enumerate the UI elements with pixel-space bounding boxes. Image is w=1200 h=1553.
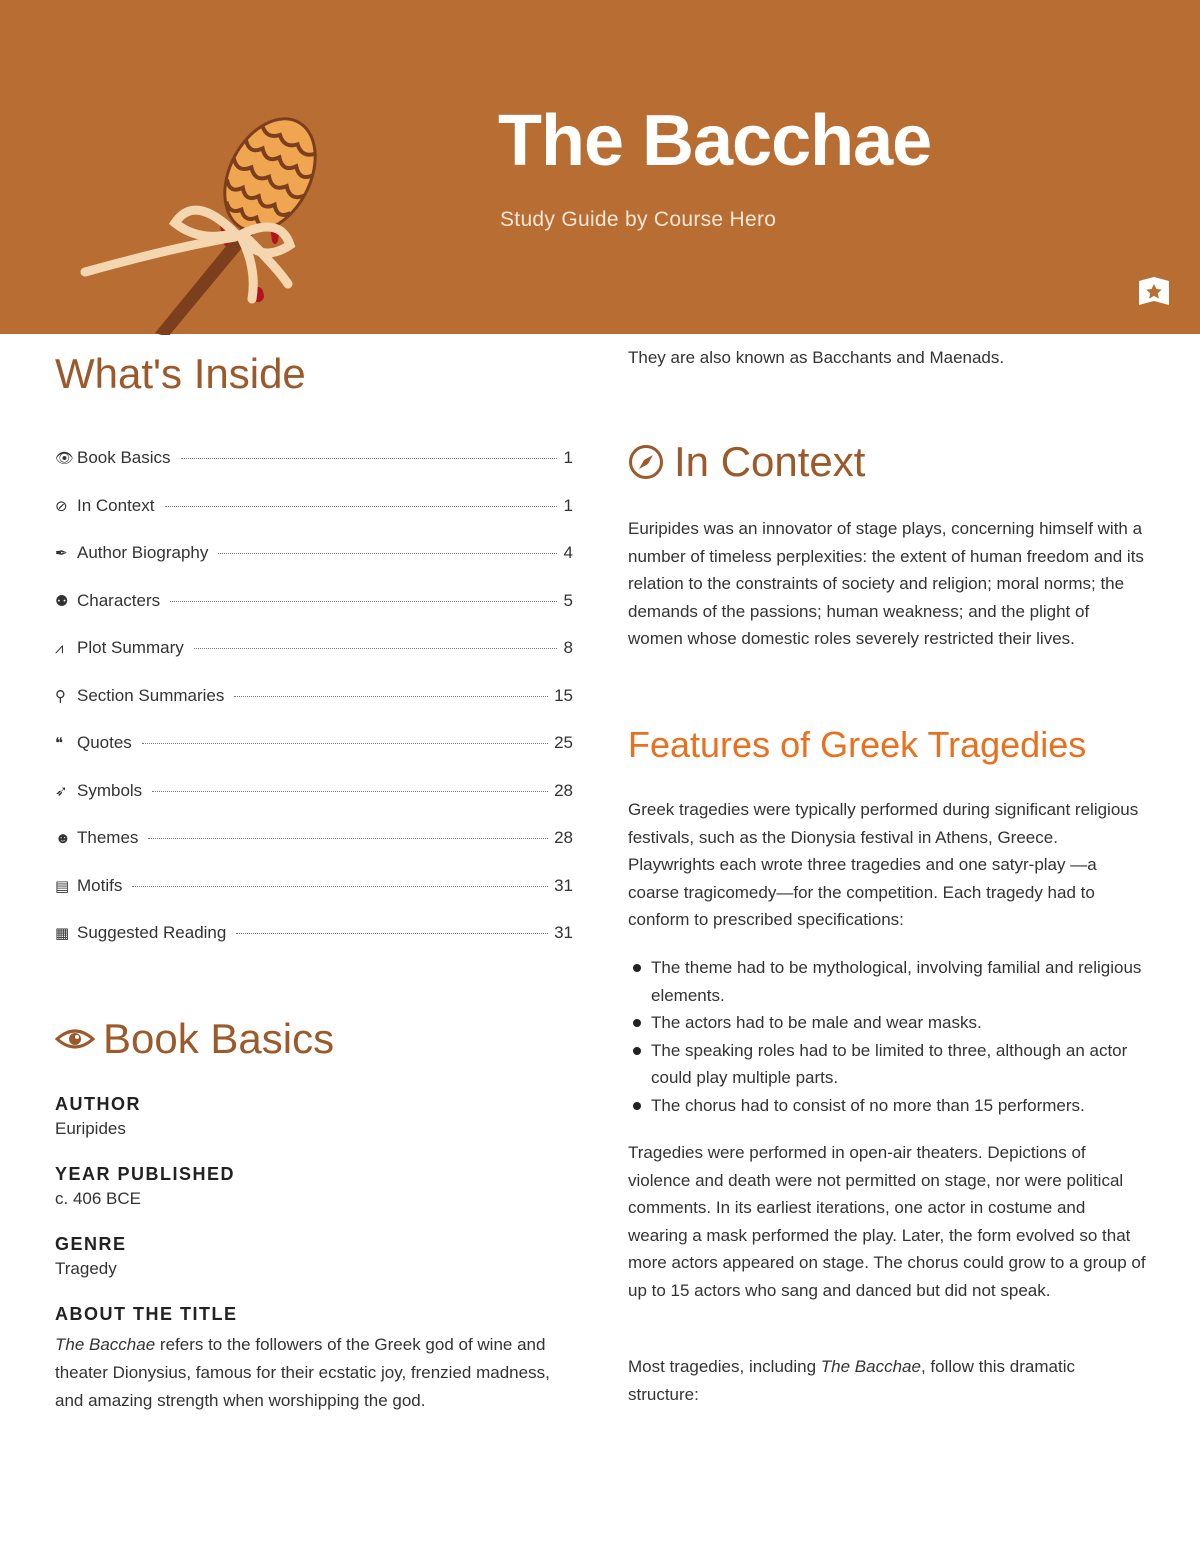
- toc-item-label: Section Summaries: [77, 685, 225, 705]
- toc-item[interactable]: [55, 781, 573, 829]
- theaters-paragraph: Tragedies were performed in open-air theaters. Depictions of violence and death were not permitted on stage, nor were political comments. In its earliest iterations, one actor in costume and wearing a mask performed the play. Later, the form evolved so that more actors appeared on stage. The chorus could grow to a group of up to 15 actors who sang and danced but did not speak.: [628, 1143, 1146, 1300]
- toc-item[interactable]: [55, 733, 573, 781]
- table-of-contents: [55, 448, 573, 971]
- toc-item-page: 1: [563, 495, 573, 515]
- toc-item[interactable]: [55, 591, 573, 639]
- toc-item-page: 8: [563, 638, 573, 657]
- masks-icon: ☻: [55, 830, 71, 847]
- compass-icon: [628, 444, 664, 480]
- in-context-heading-text: In Context: [674, 438, 866, 485]
- features-intro-paragraph: Greek tragedies were typically performed during significant religious festivals, such as the Dionysia festival in Athens, Greece. Playwrights each wrote three tragedies and one satyr-play —a coarse tragicomedy—for the competition. Each tragedy had to conform to prescribed specifications:: [628, 800, 1139, 930]
- compass-icon: ⊘: [55, 497, 68, 515]
- structure-suffix: , follow this dramatic structure:: [628, 1357, 1075, 1404]
- continued-paragraph: They are also known as Bacchants and Maenads.: [628, 348, 1005, 367]
- toc-item-page: 25: [554, 733, 573, 752]
- year-value: c. 406 BCE: [55, 1189, 141, 1208]
- toc-item-label: Plot Summary: [77, 638, 184, 657]
- in-context-heading: [628, 438, 865, 486]
- toc-heading: What's Inside: [55, 350, 306, 397]
- book-basics: [55, 1094, 575, 1440]
- toc-item-label: Suggested Reading: [77, 923, 227, 942]
- eye-icon: 👁: [55, 450, 75, 467]
- list-icon: ▤: [55, 877, 70, 895]
- toc-item-page: 31: [554, 875, 573, 895]
- toc-leader-dots: [148, 838, 548, 839]
- toc-item[interactable]: [55, 686, 573, 734]
- about-body: refers to the followers of the Greek god of wine and theater Dionysius, famous for their ecstatic joy, frenzied madness, and amazing strength when worshipping the god.: [55, 1335, 550, 1410]
- list-item: The chorus had to consist of no more than 15 performers.: [628, 1092, 1148, 1120]
- quote-icon: ❝: [55, 735, 64, 752]
- document-title: The Bacchae: [498, 101, 932, 181]
- toc-item-page: 4: [563, 543, 573, 562]
- toc-item-label: Author Biography: [77, 543, 209, 562]
- toc-leader-dots: [142, 743, 548, 744]
- structure-prefix: Most tragedies, including: [628, 1357, 821, 1376]
- people-icon: ⚉: [55, 592, 69, 610]
- eye-icon: [55, 1027, 95, 1051]
- author-label: AUTHOR: [55, 1094, 141, 1114]
- list-item: The speaking roles had to be limited to three, although an actor could play multiple parts.: [628, 1037, 1148, 1092]
- thyrsus-pinecone-illustration: [70, 115, 330, 335]
- toc-leader-dots: [152, 791, 548, 792]
- author-value: Euripides: [55, 1119, 126, 1138]
- toc-item-page: 28: [554, 828, 573, 847]
- toc-item-label: Quotes: [77, 733, 132, 752]
- book-basics-heading: [55, 1015, 334, 1063]
- in-context-paragraph: Euripides was an innovator of stage plays, concerning himself with a number of timeless perplexities: the extent of human freedom and its relation to the constraints of society and religion; moral norms; the demands of the passions; human weakness; and the plight of women whose domestic roles severely restricted their lives.: [628, 519, 1144, 649]
- toc-item[interactable]: [55, 496, 573, 544]
- toc-item-label: Themes: [77, 828, 139, 847]
- toc-leader-dots: [181, 458, 557, 459]
- toc-leader-dots: [194, 648, 557, 649]
- toc-item[interactable]: [55, 638, 573, 686]
- bird-icon: ➶: [55, 782, 68, 800]
- magnifier-icon: ⚲: [55, 687, 66, 705]
- course-hero-badge-icon: [1137, 275, 1171, 309]
- toc-leader-dots: [170, 601, 557, 602]
- toc-item[interactable]: [55, 828, 573, 876]
- toc-item-page: 28: [554, 780, 573, 800]
- toc-item-label: In Context: [77, 495, 155, 515]
- about-title-italic: The Bacchae: [55, 1335, 156, 1354]
- book-basics-heading-text: Book Basics: [103, 1015, 335, 1062]
- features-list: [628, 954, 1148, 1120]
- toc-leader-dots: [236, 933, 548, 934]
- about-block: [55, 1304, 575, 1415]
- author-block: [55, 1094, 575, 1139]
- toc-leader-dots: [234, 696, 548, 697]
- document-subtitle: Study Guide by Course Hero: [500, 208, 777, 231]
- features-heading: Features of Greek Tragedies: [628, 724, 1087, 765]
- toc-item-page: 1: [563, 448, 573, 467]
- toc-item-page: 31: [554, 923, 573, 942]
- year-block: [55, 1164, 575, 1209]
- chart-icon: ⩘: [55, 640, 64, 657]
- toc-leader-dots: [165, 506, 558, 507]
- toc-item[interactable]: [55, 448, 573, 496]
- structure-italic: The Bacchae: [820, 1357, 921, 1376]
- genre-label: GENRE: [55, 1234, 127, 1254]
- toc-leader-dots: [218, 553, 557, 554]
- toc-item-label: Characters: [77, 590, 161, 610]
- toc-item-label: Symbols: [77, 780, 143, 800]
- toc-item-page: 5: [563, 590, 573, 610]
- pen-nib-icon: ✒: [55, 545, 68, 562]
- toc-item-page: 15: [554, 685, 573, 705]
- toc-item[interactable]: [55, 543, 573, 591]
- about-label: ABOUT THE TITLE: [55, 1304, 238, 1324]
- year-label: YEAR PUBLISHED: [55, 1164, 236, 1184]
- about-text: [55, 1331, 575, 1415]
- books-icon: ▦: [55, 925, 70, 942]
- structure-paragraph: [628, 1353, 1148, 1408]
- list-item: The actors had to be male and wear masks.: [628, 1009, 1148, 1037]
- list-item: The theme had to be mythological, involving familial and religious elements.: [628, 954, 1148, 1009]
- genre-value: Tragedy: [55, 1259, 117, 1278]
- header-banner: [0, 0, 1200, 334]
- toc-item-label: Book Basics: [77, 448, 171, 467]
- toc-item[interactable]: [55, 923, 573, 971]
- genre-block: [55, 1234, 575, 1279]
- toc-leader-dots: [132, 886, 548, 887]
- toc-item[interactable]: [55, 876, 573, 924]
- toc-item-label: Motifs: [77, 875, 123, 895]
